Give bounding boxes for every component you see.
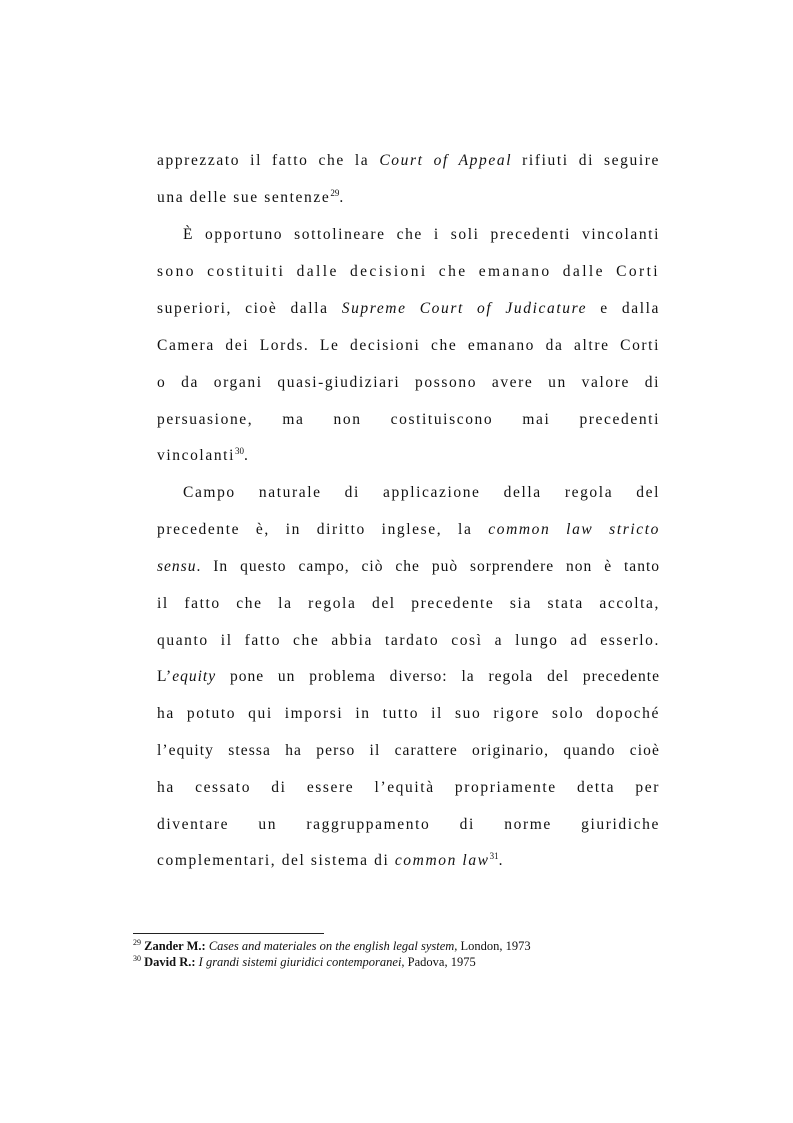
body-line-2: una delle sue sentenze$^{29}$. — [157, 188, 345, 206]
body-line-15: L’equity pone un problema diverso: la regola del precedente — [157, 668, 660, 685]
body-line-17: l’equity stessa ha perso il carattere originario, quando cioè — [157, 742, 660, 759]
body-line-8: persuasione, ma non costituiscono mai precedenti — [157, 411, 660, 428]
body-line-6: Camera dei Lords. Le decisioni che emanano da altre Corti — [157, 337, 660, 354]
body-line-19: diventare un raggruppamento di norme giuridiche — [157, 816, 660, 833]
body-line-3: È opportuno sottolineare che i soli precedenti vincolanti — [183, 226, 660, 243]
body-line-10: Campo naturale di applicazione della regola del — [183, 484, 660, 501]
footnote-ref-31: 31 — [489, 851, 499, 861]
footnote-29: $^{29}$ Zander M.: Cases and materiales on the english legal system, London, 1973 — [133, 938, 531, 953]
body-line-7: o da organi quasi-giudiziari possono avere un valore di — [157, 374, 660, 391]
body-line-18: ha cessato di essere l’equità propriamente detta per — [157, 779, 660, 796]
body-line-5: superiori, cioè dalla Supreme Court of Judicature e dalla — [157, 300, 660, 317]
body-line-13: il fatto che la regola del precedente sia stata accolta, — [157, 595, 660, 612]
body-line-16: ha potuto qui imporsi in tutto il suo rigore solo dopoché — [157, 705, 660, 722]
body-line-1: apprezzato il fatto che la Court of Appeal rifiuti di seguire — [157, 152, 661, 169]
footnote-ref-29: 29 — [330, 188, 340, 198]
body-line-11: precedente è, in diritto inglese, la common law stricto — [157, 521, 660, 538]
body-line-14: quanto il fatto che abbia tardato così a lungo ad esserlo. — [157, 632, 660, 649]
footnote-ref-30: 30 — [235, 446, 244, 456]
body-line-20: complementari, del sistema di common law$^{31}$. — [157, 851, 505, 869]
body-line-9: vincolanti$^{30}$. — [157, 446, 250, 464]
footnote-separator — [133, 933, 324, 934]
footnote-30: $^{30}$ David R.: I grandi sistemi giuridici contemporanei, Padova, 1975 — [133, 954, 476, 969]
body-line-12: sensu. In questo campo, ciò che può sorprendere non è tanto — [157, 558, 660, 575]
body-line-4: sono costituiti dalle decisioni che emanano dalle Corti — [157, 263, 660, 280]
